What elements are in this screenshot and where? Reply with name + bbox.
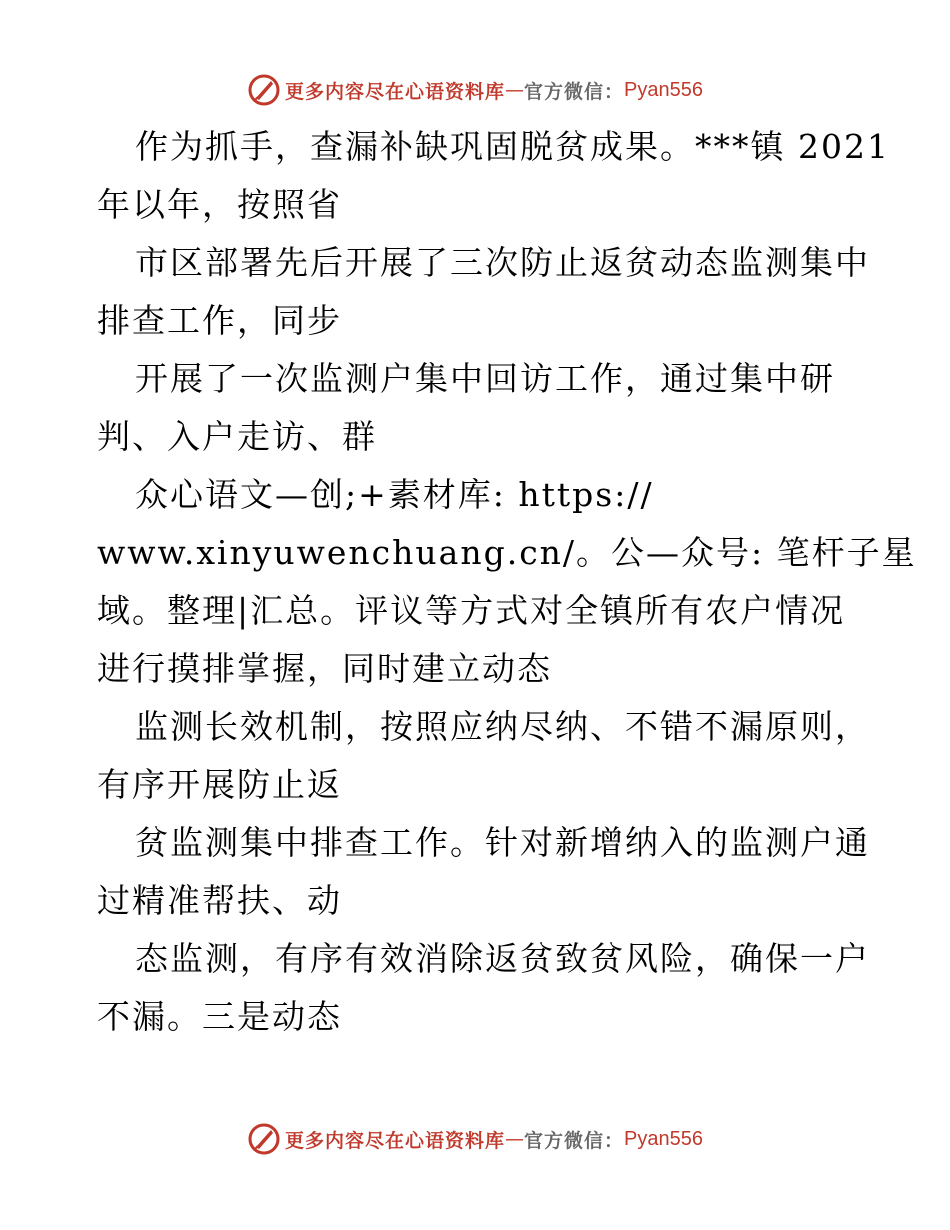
document-body xyxy=(97,118,917,1046)
text-line: 贫监测集中排查工作。针对新增纳入的监测户通 xyxy=(135,823,870,862)
header-banner xyxy=(0,68,950,112)
quill-logo-icon xyxy=(247,73,281,107)
text-line: 有序开展防止返 xyxy=(97,765,342,804)
text-line: 市区部署先后开展了三次防止返贫动态监测集中 xyxy=(135,243,870,282)
footer-wechat-label: 官方微信： xyxy=(524,1129,625,1152)
text-line: 态监测，有序有效消除返贫致贫风险，确保一户 xyxy=(135,939,870,978)
footer-brand-text: 更多内容尽在心语资料库 xyxy=(285,1129,506,1152)
text-line: www.xinyuwenchuang.cn/。公—众号: 笔杆子星 xyxy=(97,533,917,572)
text-line: 排查工作，同步 xyxy=(97,301,342,340)
text-line: 开展了一次监测户集中回访工作，通过集中研 xyxy=(135,359,835,398)
text-line: 作为抓手，查漏补缺巩固脱贫成果。***镇 2021 xyxy=(135,127,890,166)
header-wechat-label: 官方微信： xyxy=(524,80,625,103)
text-line: 进行摸排掌握，同时建立动态 xyxy=(97,649,552,688)
header-brand-text: 更多内容尽在心语资料库 xyxy=(285,80,506,103)
quill-logo-icon xyxy=(247,1122,281,1156)
footer-wechat-id: Pyan556 xyxy=(624,1127,703,1150)
text-line: 众心语文—创;+素材库: https:// xyxy=(135,475,654,514)
footer-banner xyxy=(0,1117,950,1161)
text-line: 监测长效机制，按照应纳尽纳、不错不漏原则， xyxy=(135,707,870,746)
text-line: 年以年，按照省 xyxy=(97,185,342,224)
text-line: 判、入户走访、群 xyxy=(97,417,377,456)
text-line: 不漏。三是动态 xyxy=(97,997,342,1036)
text-line: 域。整理|汇总。评议等方式对全镇所有农户情况 xyxy=(97,591,846,630)
footer-dash: — xyxy=(505,1128,525,1150)
text-line: 过精准帮扶、动 xyxy=(97,881,342,920)
header-dash: — xyxy=(505,79,525,101)
header-wechat-id: Pyan556 xyxy=(624,78,703,101)
